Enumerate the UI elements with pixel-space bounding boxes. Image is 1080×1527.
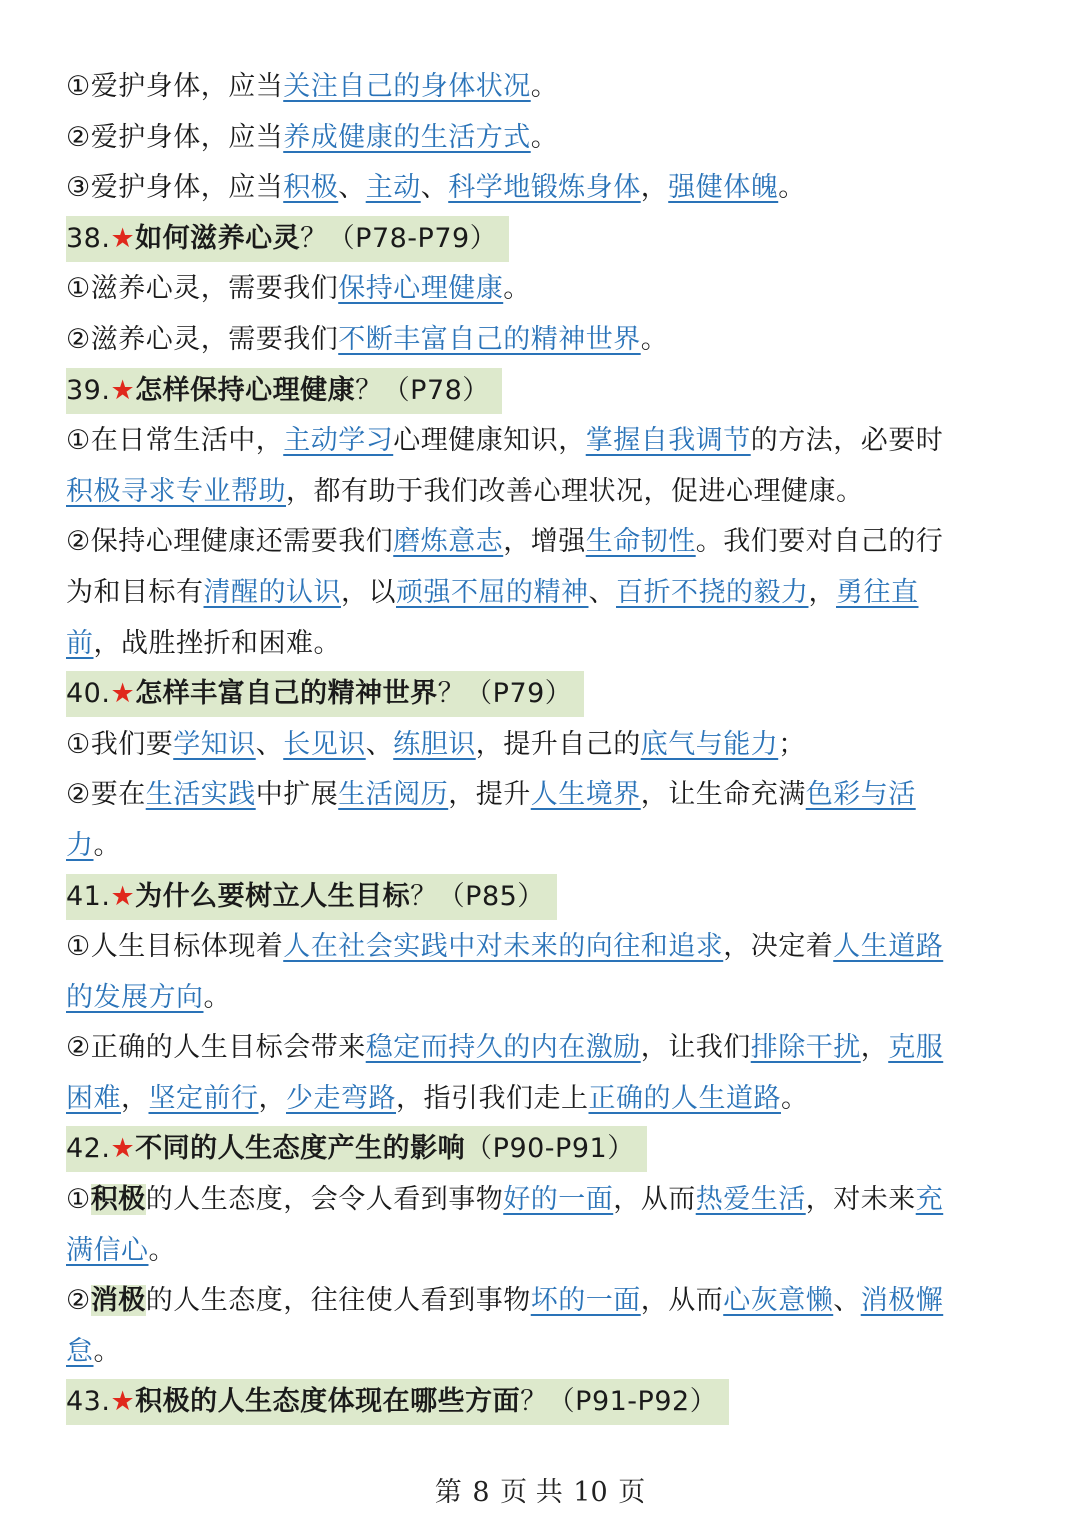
footer-middle: 页 共 — [500, 1477, 563, 1508]
footer-page-number: 8 — [472, 1477, 490, 1508]
emphasis-term: 消极 — [90, 1285, 146, 1317]
question-heading — [66, 669, 1006, 720]
key-phrase: 坏的一面 — [530, 1285, 641, 1317]
key-phrase: 保持心理健康 — [338, 273, 504, 305]
answer-line — [66, 973, 1006, 1024]
key-phrase: 排除干扰 — [750, 1032, 861, 1064]
text-segment: ②保持心理健康还需要我们 — [66, 526, 394, 558]
key-phrase: 磨炼意志 — [393, 526, 504, 558]
text-segment: ，以 — [341, 576, 396, 608]
text-segment: ，指引我们走上 — [396, 1082, 589, 1114]
key-phrase: 强健体魄 — [668, 172, 779, 204]
text-segment: ， — [258, 1082, 286, 1114]
key-phrase: 少走弯路 — [286, 1082, 396, 1114]
text-segment: ，从而 — [640, 1285, 724, 1317]
text-segment: ①在日常生活中， — [66, 425, 284, 457]
key-phrase: 人在社会实践中对未来的向往和追求 — [283, 931, 724, 963]
key-phrase: 困难 — [66, 1082, 121, 1114]
text-segment: ①爱护身体，应当 — [66, 71, 284, 102]
text-segment: 。 — [203, 981, 231, 1013]
text-segment: 。 — [640, 323, 669, 355]
key-phrase: 心灰意懒 — [723, 1285, 834, 1317]
text-segment: ， — [808, 576, 836, 608]
star-icon: ★ — [110, 678, 136, 710]
answer-line — [66, 1276, 1006, 1327]
text-segment: 。 — [781, 1082, 809, 1114]
heading-highlight — [66, 1126, 647, 1172]
text-segment: ② — [66, 1285, 91, 1317]
text-segment: 。 — [93, 1335, 121, 1367]
key-phrase: 满信心 — [66, 1234, 149, 1266]
question-title: 如何滋养心灵 — [135, 222, 301, 254]
key-phrase: 生活阅历 — [338, 779, 449, 811]
star-icon: ★ — [110, 374, 136, 406]
page-reference: ？（P78） — [355, 374, 490, 406]
star-icon: ★ — [110, 222, 136, 254]
answer-line — [66, 264, 1006, 315]
key-phrase: 勇往直 — [836, 576, 919, 608]
footer-prefix: 第 — [434, 1477, 462, 1508]
key-phrase: 生活实践 — [145, 779, 256, 811]
key-phrase: 的发展方向 — [66, 981, 204, 1013]
key-phrase: 人生道路 — [833, 931, 944, 963]
key-phrase: 积极 — [283, 172, 339, 204]
page-footer — [0, 1470, 1080, 1509]
text-segment: 的方法，必要时 — [750, 425, 944, 457]
key-phrase: 稳定而持久的内在激励 — [365, 1032, 641, 1064]
key-phrase: 练胆识 — [393, 728, 476, 760]
answer-line — [66, 467, 1006, 518]
text-segment: 。 — [778, 172, 806, 204]
star-icon: ★ — [110, 1386, 136, 1418]
key-phrase: 长见识 — [283, 728, 366, 760]
text-segment: ②要在 — [66, 779, 146, 811]
text-segment: 。 — [530, 121, 559, 153]
key-phrase: 色彩与活 — [805, 779, 916, 811]
text-segment: ； — [778, 728, 806, 760]
page-reference: ？（P79） — [437, 678, 573, 710]
key-phrase: 底气与能力 — [640, 728, 779, 760]
text-segment: ，让生命充满 — [640, 779, 806, 811]
key-phrase: 主动学习 — [283, 425, 394, 457]
question-title: 怎样保持心理健康 — [135, 374, 356, 406]
key-phrase: 清醒的认识 — [203, 576, 341, 608]
question-heading — [66, 872, 1006, 923]
answer-line — [66, 1074, 1006, 1125]
text-segment: 、 — [255, 728, 284, 760]
text-segment: ①人生目标体现着 — [66, 931, 284, 963]
text-segment: ①滋养心灵，需要我们 — [66, 273, 339, 305]
footer-suffix: 页 — [618, 1477, 646, 1508]
question-number: 42. — [66, 1133, 111, 1165]
question-title: 为什么要树立人生目标 — [135, 880, 411, 912]
heading-highlight — [66, 368, 502, 414]
text-segment: ，让我们 — [640, 1032, 751, 1064]
text-segment: 。 — [503, 273, 531, 305]
text-segment: 、 — [420, 172, 449, 204]
key-phrase: 克服 — [888, 1032, 944, 1064]
answer-line — [66, 416, 1006, 467]
text-segment: ①我们要 — [66, 728, 174, 760]
key-phrase: 掌握自我调节 — [585, 425, 751, 457]
page-reference: （P90-P91） — [465, 1133, 635, 1165]
key-phrase: 充 — [915, 1184, 944, 1216]
question-title: 不同的人生态度产生的影响 — [135, 1133, 466, 1165]
text-segment: 。我们要对自己的行 — [695, 526, 944, 558]
star-icon: ★ — [110, 880, 136, 912]
question-heading — [66, 366, 1006, 417]
footer-total-pages: 10 — [573, 1477, 608, 1508]
document-body — [66, 62, 1006, 1428]
key-phrase: 怠 — [66, 1335, 94, 1367]
answer-line — [66, 821, 1006, 872]
text-segment: 中扩展 — [255, 779, 339, 811]
text-segment: ① — [66, 1184, 91, 1216]
text-segment: ， — [860, 1032, 889, 1064]
key-phrase: 前 — [66, 627, 94, 659]
text-segment: ， — [121, 1082, 149, 1114]
answer-line — [66, 568, 1006, 619]
question-heading — [66, 1124, 1006, 1175]
text-segment: ②滋养心灵，需要我们 — [66, 323, 339, 355]
question-number: 43. — [66, 1386, 111, 1418]
text-segment: ②爱护身体，应当 — [66, 121, 284, 153]
key-phrase: 百折不挠的毅力 — [616, 576, 809, 608]
key-phrase: 人生境界 — [530, 779, 641, 811]
key-phrase: 消极懈 — [860, 1285, 944, 1317]
text-segment: 的人生态度，往往使人看到事物 — [145, 1285, 531, 1317]
text-segment: 。 — [93, 829, 121, 861]
answer-line — [66, 163, 1006, 214]
text-segment: 的人生态度，会令人看到事物 — [145, 1184, 504, 1216]
key-phrase: 顽强不屈的精神 — [396, 576, 589, 608]
answer-line — [66, 517, 1006, 568]
question-title: 怎样丰富自己的精神世界 — [135, 678, 438, 710]
question-number: 39. — [66, 374, 111, 406]
text-segment: 。 — [530, 71, 559, 102]
heading-highlight — [66, 1379, 729, 1425]
answer-line — [66, 1175, 1006, 1226]
text-segment: ，提升自己的 — [475, 728, 641, 760]
emphasis-term: 积极 — [90, 1184, 146, 1216]
text-segment: ，战胜挫折和困难。 — [93, 627, 341, 659]
answer-line — [66, 1226, 1006, 1277]
key-phrase: 养成健康的生活方式 — [283, 121, 531, 153]
key-phrase: 主动 — [365, 172, 421, 204]
question-number: 40. — [66, 678, 111, 710]
text-segment: 心理健康知识， — [393, 425, 586, 457]
key-phrase: 积极寻求专业帮助 — [66, 475, 286, 507]
key-phrase: 学知识 — [173, 728, 256, 760]
key-phrase: 好的一面 — [503, 1184, 614, 1216]
key-phrase: 科学地锻炼身体 — [448, 172, 641, 204]
page-reference: ？（P91-P92） — [520, 1386, 718, 1418]
text-segment: ，从而 — [613, 1184, 696, 1216]
text-segment: ，决定着 — [723, 931, 834, 963]
key-phrase: 生命韧性 — [585, 526, 696, 558]
heading-highlight — [66, 671, 584, 717]
text-segment: ，提升 — [448, 779, 531, 811]
answer-line — [66, 62, 1006, 113]
star-icon: ★ — [110, 1133, 136, 1165]
text-segment: 。 — [148, 1234, 176, 1266]
text-segment: ，增强 — [503, 526, 586, 558]
text-segment: ②正确的人生目标会带来 — [66, 1032, 366, 1064]
text-segment: ， — [640, 172, 669, 204]
text-segment: 、 — [338, 172, 366, 204]
answer-line — [66, 720, 1006, 771]
key-phrase: 热爱生活 — [695, 1184, 806, 1216]
text-segment: 、 — [833, 1285, 861, 1317]
question-number: 38. — [66, 222, 111, 254]
page-reference: ？（P85） — [410, 880, 545, 912]
answer-line — [66, 315, 1006, 366]
answer-line — [66, 922, 1006, 973]
question-number: 41. — [66, 880, 111, 912]
key-phrase: 不断丰富自己的精神世界 — [338, 323, 641, 355]
question-title: 积极的人生态度体现在哪些方面 — [135, 1386, 521, 1418]
question-heading — [66, 214, 1006, 265]
text-segment: ，对未来 — [805, 1184, 916, 1216]
text-segment: 、 — [365, 728, 394, 760]
key-phrase: 正确的人生道路 — [588, 1082, 781, 1114]
heading-highlight — [66, 874, 557, 920]
text-segment: 、 — [588, 576, 616, 608]
key-phrase: 力 — [66, 829, 94, 861]
text-segment: 为和目标有 — [66, 576, 204, 608]
answer-line — [66, 1023, 1006, 1074]
heading-highlight — [66, 216, 509, 262]
key-phrase: 关注自己的身体状况 — [283, 71, 531, 102]
answer-line — [66, 1327, 1006, 1378]
page-reference: ？（P78-P79） — [300, 222, 498, 254]
text-segment: ，都有助于我们改善心理状况，促进心理健康。 — [286, 475, 864, 507]
question-heading — [66, 1377, 1006, 1428]
answer-line — [66, 770, 1006, 821]
answer-line — [66, 113, 1006, 164]
key-phrase: 坚定前行 — [148, 1082, 259, 1114]
text-segment: ③爱护身体，应当 — [66, 172, 284, 204]
answer-line — [66, 619, 1006, 670]
